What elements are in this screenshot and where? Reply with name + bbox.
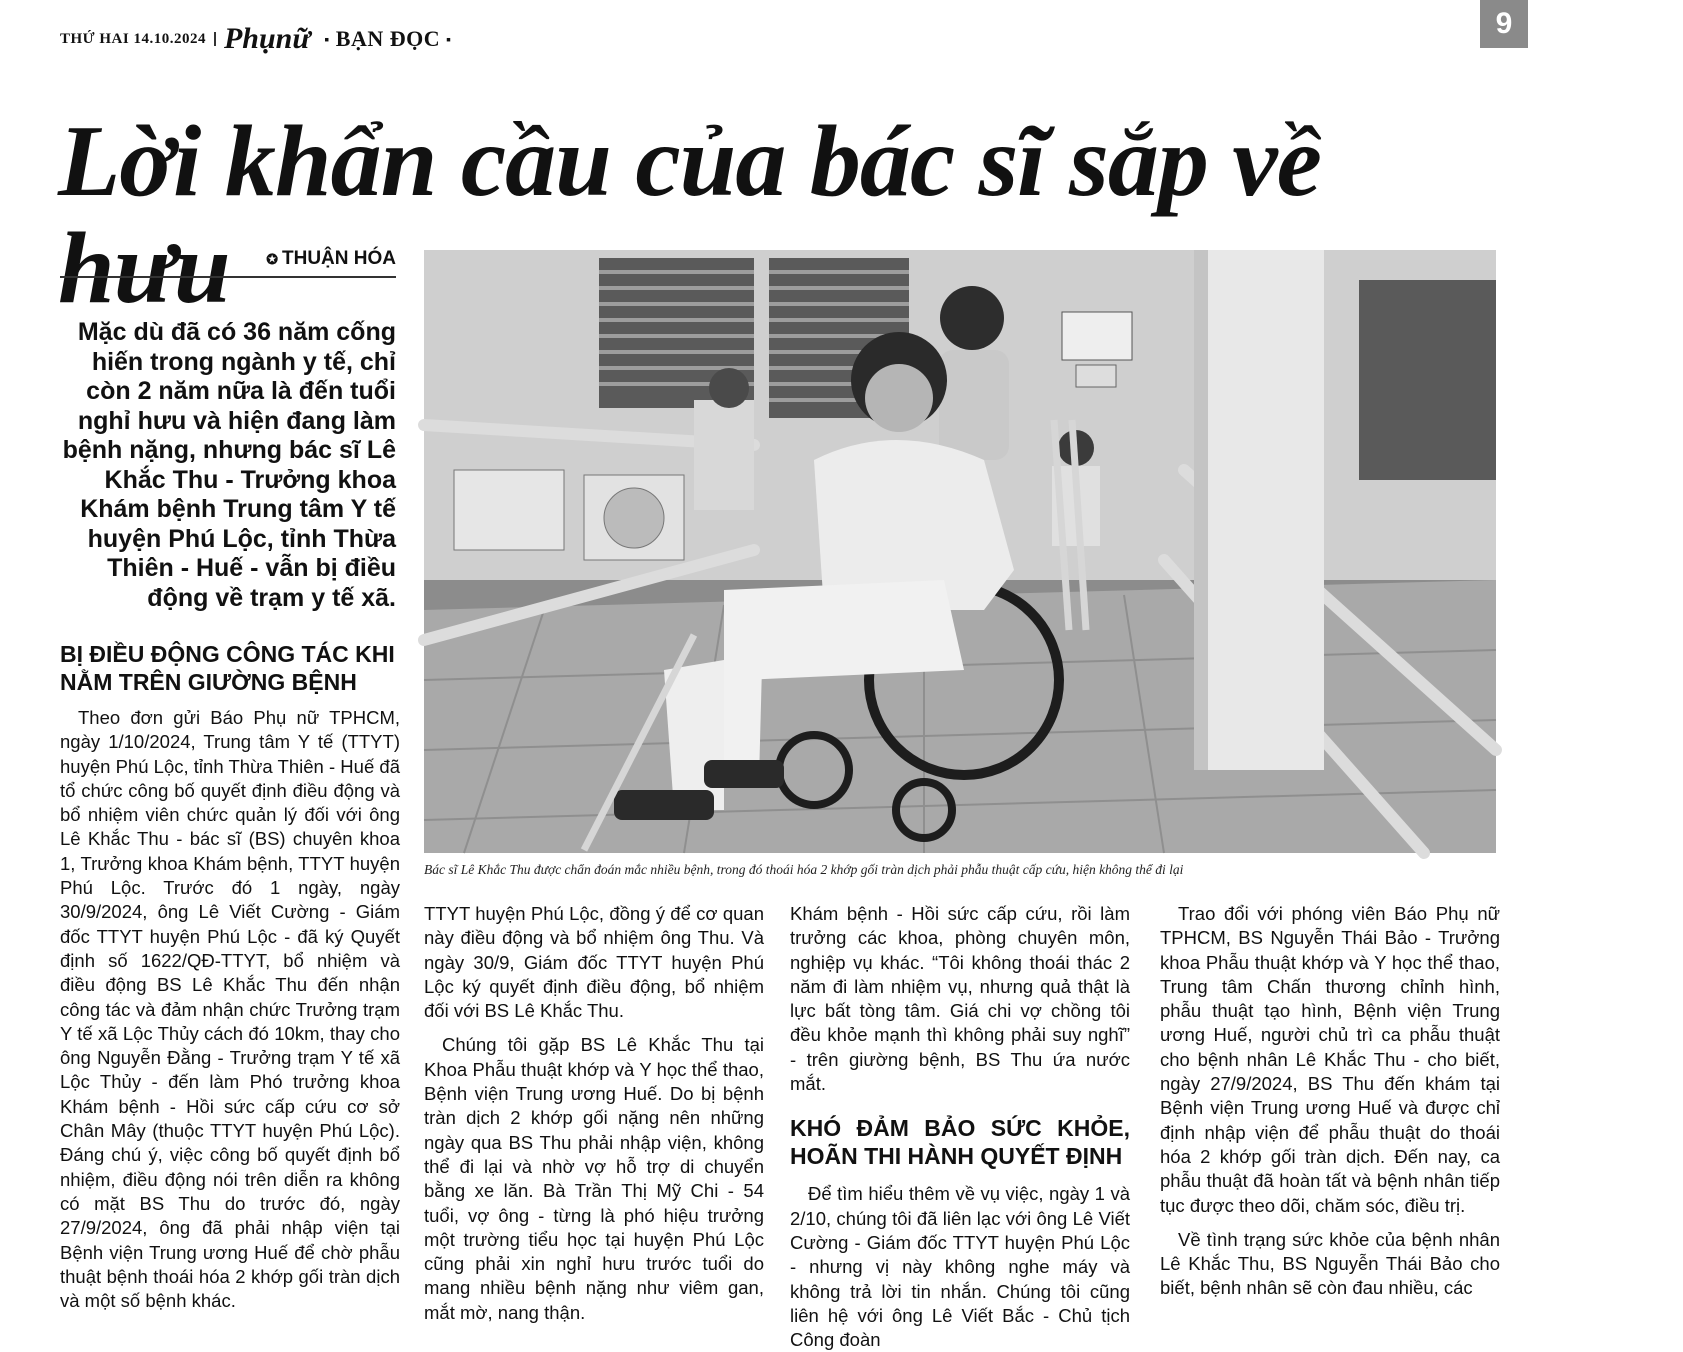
page-header	[60, 22, 458, 56]
article-photo	[424, 250, 1496, 853]
star-icon: ✪	[266, 251, 278, 267]
photo-caption: Bác sĩ Lê Khắc Thu được chẩn đoán mắc nhiều bệnh, trong đó thoái hóa 2 khớp gối tràn dịch phải phẫu thuật cấp cứu, hiện không thể đi lại	[424, 862, 1184, 877]
column-3	[790, 902, 1130, 1351]
byline	[60, 248, 396, 278]
paragraph: Trao đổi với phóng viên Báo Phụ nữ TPHCM, BS Nguyễn Thái Bảo - Trưởng khoa Phẫu thuật khớp và Y học thể thao, Trung tâm Chấn thương chỉnh hình, phẫu thuật tạo hình, Bệnh viện Trung ương Huế, người chủ trì ca phẫu thuật cho bệnh nhân Lê Khắc Thu - cho biết, ngày 27/9/2024, BS Thu đến khám tại Bệnh viện Trung ương Huế và được chỉ định nhập viện để phẫu thuật do thoái hóa 2 khớp gối tràn dịch. Đến nay, ca phẫu thuật đã hoàn tất và bệnh nhân tiếp tục được theo dõi, chăm sóc, điều trị.	[1160, 903, 1500, 1216]
subheading-1: BỊ ĐIỀU ĐỘNG CÔNG TÁC KHI NẰM TRÊN GIƯỜNG BỆNH	[60, 641, 395, 695]
column-4	[1160, 902, 1500, 1299]
subheading-2: KHÓ ĐẢM BẢO SỨC KHỎE, HOÃN THI HÀNH QUYẾT ĐỊNH	[790, 1115, 1130, 1170]
paragraph: Về tình trạng sức khỏe của bệnh nhân Lê Khắc Thu, BS Nguyễn Thái Bảo cho biết, bệnh nhân sẽ còn đau nhiều, các	[1160, 1228, 1500, 1299]
paragraph: TTYT huyện Phú Lộc, đồng ý để cơ quan này điều động và bổ nhiệm ông Thu. Và ngày 30/9, Giám đốc TTYT huyện Phú Lộc ký quyết định điều động, bổ nhiệm đối với BS Lê Khắc Thu.	[424, 903, 764, 1022]
paragraph: Chúng tôi gặp BS Lê Khắc Thu tại Khoa Phẫu thuật khớp và Y học thể thao, Bệnh viện Trung ương Huế. Do bị bệnh tràn dịch 2 khớp gối nặng nên những ngày qua BS Thu phải nhập viện, không thể đi lại và nhờ vợ hỗ trợ di chuyển bằng xe lăn. Bà Trần Thị Mỹ Chi - 54 tuổi, vợ ông - từng là phó hiệu trưởng một trường tiểu học tại huyện Phú Lộc cũng phải xin nghỉ hưu trước tuổi do mang nhiều bệnh nặng như viêm gan, mắt mờ, nang thận.	[424, 1034, 764, 1323]
author-name: THUẬN HÓA	[282, 248, 396, 269]
article-headline: Lời khẩn cầu của bác sĩ sắp về hưu	[58, 105, 1321, 326]
page-number: 9	[1480, 0, 1528, 48]
publication-logo: Phụnữ	[223, 22, 311, 55]
paragraph: Để tìm hiểu thêm về vụ việc, ngày 1 và 2/10, chúng tôi đã liên lạc với ông Lê Viết Cường - Giám đốc TTYT huyện Phú Lộc - nhưng vị này không nghe máy và không trả lời tin nhắn. Chúng tôi cũng liên hệ với ông Lê Viết Bắc - Chủ tịch Công đoàn	[790, 1183, 1130, 1351]
wheelchair-patient-photo	[424, 250, 1496, 853]
column-2	[424, 902, 764, 1323]
column-1	[60, 706, 400, 1312]
paragraph: Khám bệnh - Hồi sức cấp cứu, rồi làm trưởng các khoa, phòng chuyên môn, nghiệp vụ khác. “Tôi không thoái thác 2 năm đi làm nhiệm vụ, nhưng quả thật là lực bất tòng tâm. Giá chi vợ chồng tôi đều khỏe mạnh thì không phải suy nghĩ” - trên giường bệnh, BS Thu ứa nước mắt.	[790, 903, 1130, 1095]
header-divider	[214, 32, 216, 46]
issue-date: THỨ HAI 14.10.2024	[60, 30, 206, 47]
article-lede: Mặc dù đã có 36 năm cống hiến trong ngành y tế, chỉ còn 2 năm nữa là đến tuổi nghỉ hưu và hiện đang làm bệnh nặng, nhưng bác sĩ Lê Khắc Thu - Trưởng khoa Khám bệnh Trung tâm Y tế huyện Phú Lộc, tỉnh Thừa Thiên - Huế - vẫn bị điều động về trạm y tế xã.	[62, 318, 396, 612]
paragraph: Theo đơn gửi Báo Phụ nữ TPHCM, ngày 1/10/2024, Trung tâm Y tế (TTYT) huyện Phú Lộc, tỉnh Thừa Thiên - Huế đã tổ chức công bố quyết định điều động và bổ nhiệm viên chức quản lý đối với ông Lê Khắc Thu - bác sĩ (BS) chuyên khoa 1, Trưởng khoa Khám bệnh, TTYT huyện Phú Lộc. Trước đó 1 ngày, ngày 30/9/2024, ông Lê Viết Cường - Giám đốc TTYT huyện Phú Lộc - đã ký Quyết định số 1622/QĐ-TTYT, bổ nhiệm và điều động BS Lê Khắc Thu đến nhận công tác và đảm nhận chức Trưởng trạm Y tế xã Lộc Thủy cách đó 10km, thay cho ông Nguyễn Đằng - Trưởng trạm Y tế xã Lộc Thủy - đến làm Phó trưởng khoa Khám bệnh - Hồi sức cấp cứu cơ sở Chân Mây (thuộc TTYT huyện Phú Lộc). Đáng chú ý, việc công bố quyết định bổ nhiệm, điều động nói trên diễn ra không có mặt BS Thu do trước đó, ngày 27/9/2024, ông đã phải nhập viện tại Bệnh viện Trung ương Huế để chờ phẫu thuật bệnh thoái hóa 2 khớp gối tràn dịch và một số bệnh khác.	[60, 707, 400, 1312]
section-label: ▪ BẠN ĐỌC ▪	[318, 26, 457, 52]
